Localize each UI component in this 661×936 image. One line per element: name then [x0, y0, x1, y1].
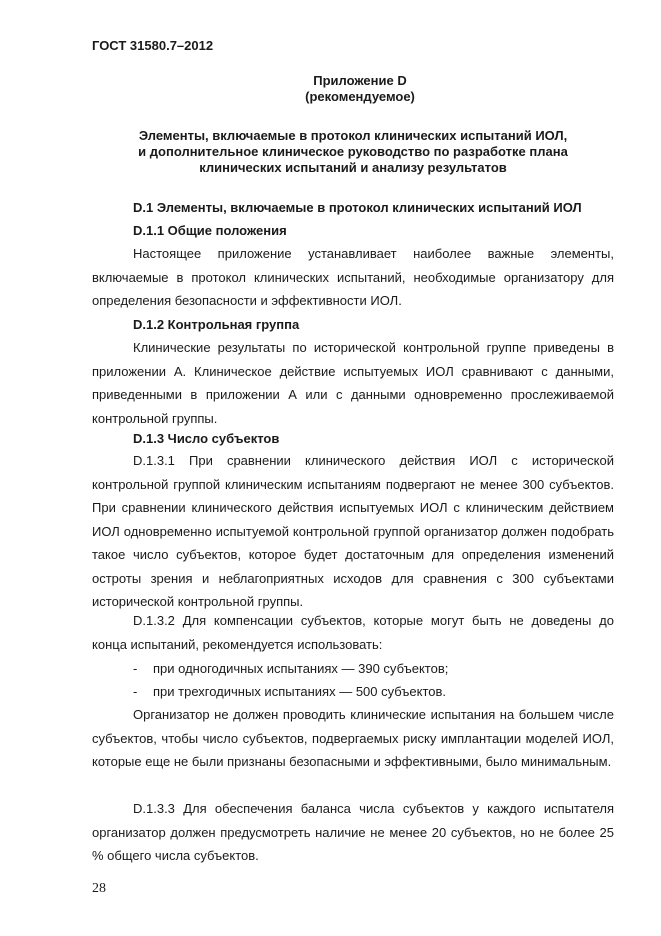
document-header: ГОСТ 31580.7–2012: [92, 38, 214, 53]
appendix-title: Приложение D: [313, 73, 407, 88]
paragraph-text: D.1.3.3 Для обеспечения баланса числа субъектов у каждого испытателя организатор должен предусмотреть наличие не менее 20 субъектов, но не более 25 % общего числа субъектов.: [92, 801, 614, 863]
list-dash: -: [133, 684, 138, 699]
paragraph: [92, 242, 614, 313]
list-item-text: при одногодичных испытаниях — 390 субъектов;: [153, 661, 449, 676]
paragraph-text: D.1.3.2 Для компенсации субъектов, которые могут быть не доведены до конца испытаний, рекомендуется использовать:: [92, 613, 614, 652]
paragraph: [92, 703, 614, 774]
list-item-text: при трехгодичных испытаниях — 500 субъектов.: [153, 684, 447, 699]
appendix-subtitle: (рекомендуемое): [305, 89, 415, 104]
paragraph: [92, 797, 614, 868]
paragraph-text: Настоящее приложение устанавливает наиболее важные элементы, включаемые в протокол клинических испытаний, необходимые организатору для определения безопасности и эффективности ИОЛ.: [92, 246, 614, 308]
main-title: [92, 128, 614, 176]
list-item: [133, 661, 448, 676]
paragraph-text: Организатор не должен проводить клинические испытания на большем числе субъектов, чтобы число субъектов, подвергаемых риску имплантации моделей ИОЛ, которые еще не были признаны безопасными и эффективными, было минимальным.: [92, 707, 614, 769]
section-heading-d13: D.1.3 Число субъектов: [133, 431, 280, 446]
main-title-line: клинических испытаний и анализу результатов: [199, 160, 507, 175]
main-title-line: Элементы, включаемые в протокол клинических испытаний ИОЛ,: [138, 128, 568, 143]
paragraph: [92, 449, 614, 614]
paragraph-text: D.1.3.1 При сравнении клинического действия ИОЛ с исторической контрольной группой клиническим испытаниям подвергают не менее 300 субъектов. При сравнении клинического действия испытуемых ИОЛ с клиническим действием ИОЛ одновременно испытуемой контрольной группой организатор должен подобрать такое число субъектов, которое будет достаточным для определения изменений остроты зрения и неблагоприятных исходов для сравнения с 300 субъектами исторической контрольной группы.: [92, 453, 614, 609]
paragraph-text: Клинические результаты по исторической контрольной группе приведены в приложении А. Клиническое действие испытуемых ИОЛ сравнивают с данными, приведенными в приложении А или с данными одновременно прослеживаемой контрольной группы.: [92, 340, 614, 426]
section-heading-d12: D.1.2 Контрольная группа: [133, 317, 300, 332]
list-item: [133, 684, 446, 699]
list-dash: -: [133, 661, 138, 676]
section-heading-d1: D.1 Элементы, включаемые в протокол клинических испытаний ИОЛ: [133, 200, 582, 215]
page-number: 28: [92, 881, 106, 896]
paragraph: [92, 609, 614, 656]
main-title-line: и дополнительное клиническое руководство по разработке плана: [138, 144, 568, 159]
paragraph: [92, 336, 614, 430]
section-heading-d11: D.1.1 Общие положения: [133, 223, 287, 238]
